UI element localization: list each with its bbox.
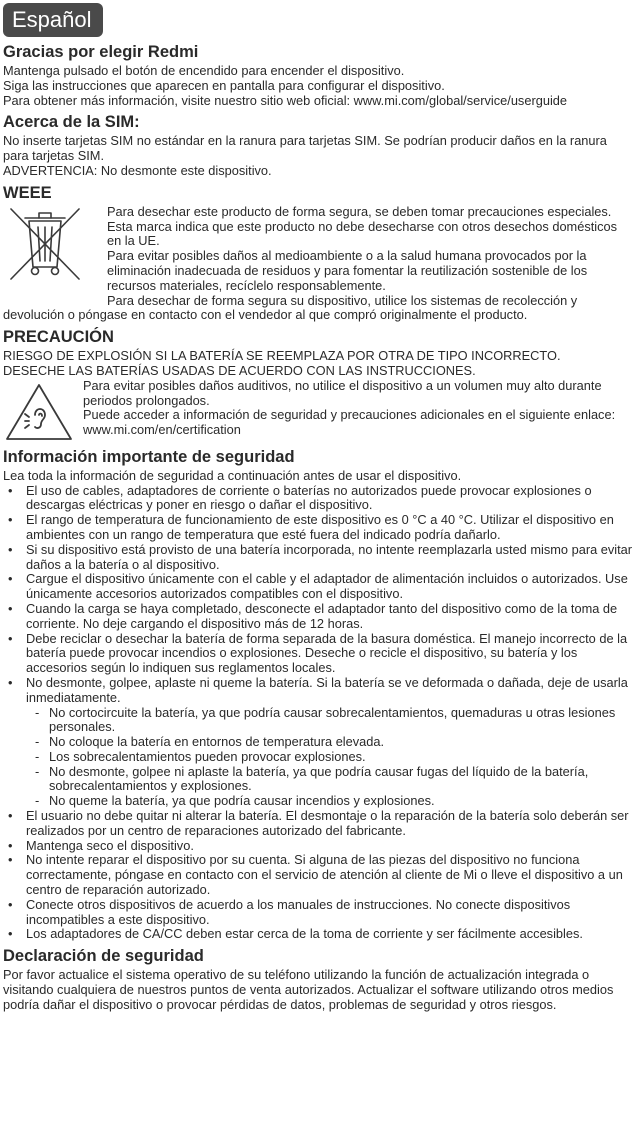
weee-paragraph: Para evitar posibles daños al medioambiente o a la salud humana provocados por la eliminación inadecuada de residuos y para fomentar la reutilización sostenible de los recursos materiales, recíclelo responsablemente. <box>107 248 588 293</box>
sim-heading: Acerca de la SIM: <box>3 113 140 132</box>
caution-section <box>3 327 633 443</box>
thanks-line: Siga las instrucciones que aparecen en pantalla para configurar el dispositivo. <box>3 77 445 93</box>
sub-list-item: - Los sobrecalentamientos pueden provocar explosiones. <box>3 750 633 765</box>
battery-sub-list <box>3 706 633 810</box>
thanks-section <box>3 42 633 108</box>
list-item: • El usuario no debe quitar ni alterar la batería. El desmontaje o la reparación de la batería solo deberán ser realizados por un centro de reparaciones autorizado del fabricante. <box>3 809 633 839</box>
document-body <box>3 42 633 1017</box>
list-item: • Los adaptadores de CA/CC deben estar cerca de la toma de corriente y ser fácilmente accesibles. <box>3 927 633 942</box>
thanks-heading: Gracias por elegir Redmi <box>3 43 199 61</box>
language-badge: Español <box>3 3 103 37</box>
declaration-body: Por favor actualice el sistema operativo de su teléfono utilizando la función de actualización integrada o visitando cualquiera de nuestros puntos de venta autorizados. Actualizar el software utilizando otros medios podría dañar el dispositivo o provocar pérdidas de datos, problemas de seguridad y otros riesgos. <box>3 967 614 1012</box>
safety-section <box>3 447 633 943</box>
safety-heading: Información importante de seguridad <box>3 447 295 466</box>
list-item: • El rango de temperatura de funcionamiento de este dispositivo es 0 °C a 40 °C. Utilizar el dispositivo en ambientes con un rango de temperatura que esté fuera del indicado podría dañarlo. <box>3 513 633 543</box>
thanks-line: Para obtener más información, visite nuestro sitio web oficial: www.mi.com/global/service/userguide <box>3 92 568 108</box>
list-item: • Conecte otros dispositivos de acuerdo a los manuales de instrucciones. No conecte dispositivos incompatibles a este dispositivo. <box>3 898 633 928</box>
safety-list <box>3 484 633 706</box>
hearing-block <box>3 379 633 443</box>
list-item: • Si su dispositivo está provisto de una batería incorporada, no intente reemplazarla usted mismo para evitar daños a la batería o al dispositivo. <box>3 543 633 573</box>
weee-heading: WEEE <box>3 183 52 202</box>
weee-text <box>85 205 633 309</box>
weee-paragraph: Para desechar este producto de forma segura, se deben tomar precauciones especiales. Esta marca indica que este producto no debe desecharse con otros desechos domésticos en la UE. <box>107 203 618 249</box>
weee-paragraph-end: devolución o póngase en contacto con el vendedor al que compró originalmente el producto. <box>3 307 528 323</box>
safety-list-continued <box>3 809 633 942</box>
sub-list-item: - No desmonte, golpee ni aplaste la batería, ya que podría causar fugas del líquido de la batería, sobrecalentamientos y explosiones. <box>3 765 633 795</box>
list-item: • Cuando la carga se haya completado, desconecte el adaptador tanto del dispositivo como de la toma de corriente. No deje cargando el dispositivo más de 12 horas. <box>3 602 633 632</box>
certification-link-text: Puede acceder a información de seguridad y precauciones adicionales en el siguiente enlace: www.mi.com/en/certification <box>83 407 616 438</box>
sub-list-item: - No queme la batería, ya que podría causar incendios y explosiones. <box>3 794 633 809</box>
sim-section <box>3 112 633 178</box>
list-item: • Cargue el dispositivo únicamente con el cable y el adaptador de alimentación incluidos o autorizados. Use únicamente accesorios autorizados compatibles con el dispositivo. <box>3 572 633 602</box>
sub-list-item: - No coloque la batería en entornos de temperatura elevada. <box>3 735 633 750</box>
declaration-section <box>3 946 633 1012</box>
sim-body: No inserte tarjetas SIM no estándar en la ranura para tarjetas SIM. Se podrían producir daños en la ranura para tarjetas SIM. <box>3 133 607 164</box>
caution-line: DESECHE LAS BATERÍAS USADAS DE ACUERDO CON LAS INSTRUCCIONES. <box>3 362 476 378</box>
weee-section <box>3 183 633 323</box>
list-item: • No desmonte, golpee, aplaste ni queme la batería. Si la batería se ve deformada o dañada, deje de usarla inmediatamente. <box>3 676 633 706</box>
crossed-out-bin-icon <box>3 205 85 283</box>
list-item: • El uso de cables, adaptadores de corriente o baterías no autorizados puede provocar explosiones o descargas eléctricas y poner en riesgo o dañar el dispositivo. <box>3 484 633 514</box>
caution-line: RIESGO DE EXPLOSIÓN SI LA BATERÍA SE REEMPLAZA POR OTRA DE TIPO INCORRECTO. <box>3 348 561 364</box>
declaration-heading: Declaración de seguridad <box>3 947 204 966</box>
list-item: • Debe reciclar o desechar la batería de forma separada de la basura doméstica. El manejo incorrecto de la batería puede provocar incendios o explosiones. Deseche o recicle el dispositivo, su batería y los accesorios según lo indiquen sus reglamentos locales. <box>3 632 633 676</box>
sub-list-item: - No cortocircuite la batería, ya que podría causar sobrecalentamientos, quemaduras u otras lesiones personales. <box>3 706 633 736</box>
weee-block <box>3 205 633 309</box>
sim-warning: ADVERTENCIA: No desmonte este dispositivo. <box>3 162 272 178</box>
hearing-warning-icon <box>3 381 75 443</box>
safety-intro: Lea toda la información de seguridad a continuación antes de usar el dispositivo. <box>3 467 462 483</box>
hearing-warning: Para evitar posibles daños auditivos, no utilice el dispositivo a un volumen muy alto durante periodos prolongados. <box>83 377 602 408</box>
list-item: • No intente reparar el dispositivo por su cuenta. Si alguna de las piezas del dispositivo no funciona correctamente, póngase en contacto con el servicio de atención al cliente de Mi o lleve el dispositivo a un centro de reparación autorizado. <box>3 853 633 897</box>
caution-heading: PRECAUCIÓN <box>3 328 114 347</box>
list-item: • Mantenga seco el dispositivo. <box>3 839 633 854</box>
thanks-line: Mantenga pulsado el botón de encendido para encender el dispositivo. <box>3 63 405 78</box>
hearing-text <box>75 379 633 443</box>
weee-paragraph: Para desechar de forma segura su dispositivo, utilice los sistemas de recolección y <box>107 292 578 308</box>
